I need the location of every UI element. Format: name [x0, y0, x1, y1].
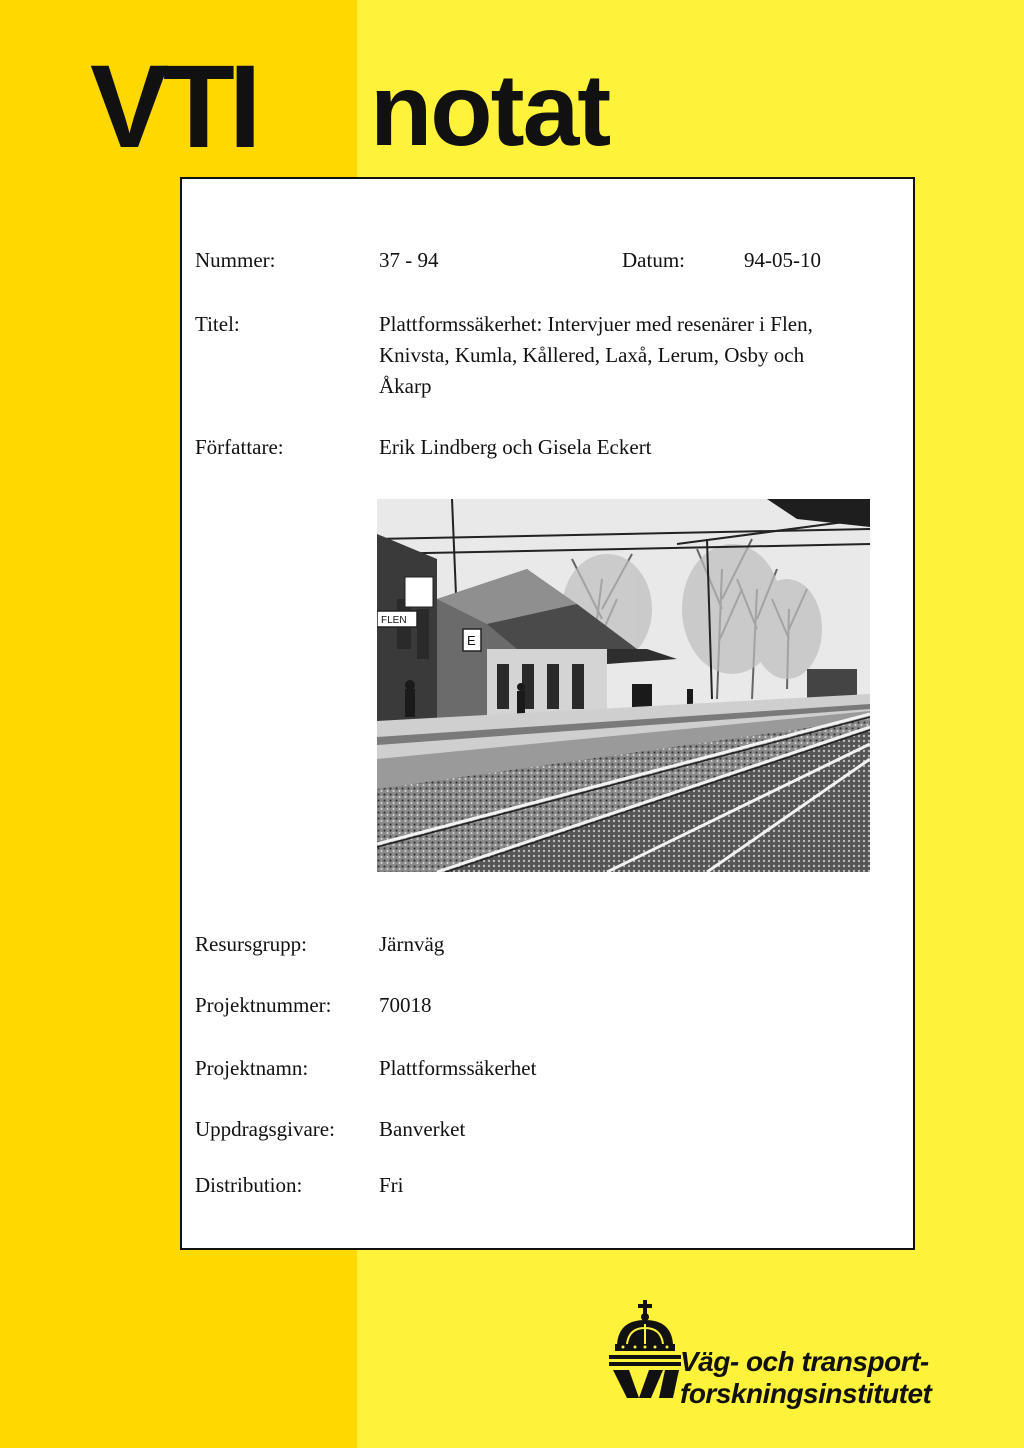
field-value: 70018	[379, 993, 432, 1017]
field-value: Banverket	[379, 1117, 466, 1141]
field-label: Distribution:	[195, 1173, 303, 1197]
titel-label: Titel:	[195, 312, 240, 336]
field-value: Järnväg	[379, 932, 445, 956]
report-info-card	[180, 177, 915, 1250]
brand-prefix: VTI	[90, 41, 256, 173]
titel-line: Åkarp	[379, 374, 432, 398]
field-label: Projektnamn:	[195, 1056, 309, 1080]
field-value: Fri	[379, 1173, 404, 1197]
datum-value: 94-05-10	[744, 248, 821, 272]
institute-name-line2: forskningsinstitutet	[680, 1378, 932, 1409]
titel-line: Plattformssäkerhet: Intervjuer med resenärer i Flen,	[379, 312, 813, 336]
institute-name-line1: Väg- och transport-	[680, 1346, 929, 1377]
forfattare-value: Erik Lindberg och Gisela Eckert	[379, 435, 652, 459]
field-value: Plattformssäkerhet	[379, 1056, 537, 1080]
nummer-value: 37 - 94	[379, 248, 439, 272]
field-label: Uppdragsgivare:	[195, 1117, 335, 1141]
forfattare-label: Författare:	[195, 435, 284, 459]
brand-word: notat	[370, 53, 610, 167]
datum-label: Datum:	[622, 248, 685, 272]
station-sign-text: FLEN	[381, 615, 407, 626]
nummer-label: Nummer:	[195, 248, 276, 272]
titel-line: Knivsta, Kumla, Kållered, Laxå, Lerum, Osby och	[379, 343, 805, 367]
station-platform-photo	[377, 499, 870, 872]
field-label: Projektnummer:	[195, 993, 332, 1017]
field-label: Resursgrupp:	[195, 932, 307, 956]
track-sign-text: E	[467, 633, 476, 648]
